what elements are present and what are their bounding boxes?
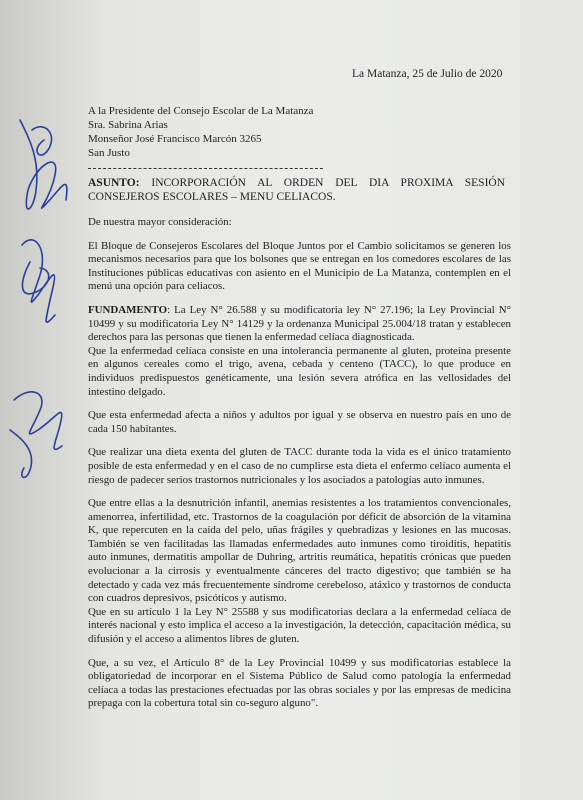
paragraph-fundamento (88, 304, 511, 345)
addressee-title: A la Presidente del Consejo Escolar de La Matanza (88, 105, 314, 117)
paragraph-prevalence: Que esta enfermedad afecta a niños y adultos por igual y se observa en nuestro país en uno de cada 150 habitantes. (88, 409, 511, 435)
dashed-divider (88, 168, 323, 169)
greeting: De nuestra mayor consideración: (88, 216, 232, 228)
paragraph-complications: Que entre ellas a la desnutrición infantil, anemias resistentes a los tratamientos convencionales, amenorrea, infertilidad, etc. Trastornos de la coagulación por déficit de absorción de la vitamina K, que repercuten en la caída del pelo, uñas frágiles y quebradizas y lesiones en las mucosas. También se ven facilitadas las llamadas enfermedades auto inmunes como tiroiditis, hepatitis auto inmunes, dermatitis ampollar de Duhring, artritis reumática, hepatitis crónicas que pueden evolucionar a la cirrosis y eventualmente cánceres del tracto digestivo; que también se ha detectado y cada vez más frecuentemente síndrome cerebeloso, atáxico y trastornos de conducta con cuadros depresivos, psicóticos y autismo. (88, 497, 511, 605)
paragraph-celiac-definition: Que la enfermedad celíaca consiste en una intolerancia permanente al gluten, proteína presente en algunos cereales como el trigo, avena, cebada y centeno (TACC), lo que produce en individuos predispuestos genéticamente, una lesión severa atrófica en las vellosidades del intestino delgado. (88, 344, 511, 398)
signature-stroke-top (20, 120, 67, 209)
paragraph-national-law: Que en su artículo 1 la Ley N° 25588 y sus modificatorias declara a la enfermedad celíaca de interés nacional y esto implica el acceso a la investigación, la detección, capacitación médica, su difusión y el acceso a alimentos libres de gluten. (88, 605, 511, 646)
letter-body (88, 216, 511, 711)
signature-stroke-middle-loop (22, 262, 48, 294)
addressee-block (88, 104, 313, 160)
paragraph-request: El Bloque de Consejeros Escolares del Bloque Juntos por el Cambio solicitamos se generen los mecanismos necesarios para que los bolsones que se entregan en los comedores escolares de las Instituciones públicas educativas con asiento en el Municipio de La Matanza, contemplen en el menú una opción para celiacos. (88, 239, 511, 293)
addressee-address: Monseñor José Francisco Marcón 3265 (88, 133, 262, 145)
letter-date: La Matanza, 25 de Julio de 2020 (352, 68, 503, 80)
subject-line (88, 176, 505, 204)
addressee-city: San Justo (88, 147, 130, 159)
addressee-name: Sra. Sabrina Arias (88, 119, 168, 131)
fundamento-label: FUNDAMENTO (88, 303, 168, 316)
paragraph-treatment: Que realizar una dieta exenta del gluten de TACC durante toda la vida es el único tratamiento posible de esta enfermedad y en el caso de no cumplirse esta dieta el enfermo celíaco aumenta el riesgo de padecer serios trastornos nutricionales y los asociados a patologías auto inmunes. (88, 446, 511, 486)
signature-stroke-middle (22, 240, 55, 322)
paragraph-provincial-law: Que, a su vez, el Artículo 8° de la Ley Provincial 10499 y sus modificatorias establece la obligatoriedad de incorporar en el Sistema Público de Salud como patología la enfermedad celíaca a todas las prestaciones efectuadas por las obras sociales y por las empresas de medicina prepaga con la cobertura total sin co-seguro alguno". (88, 656, 511, 710)
signature-stroke-bottom-tail (10, 430, 32, 477)
subject-label: ASUNTO: (88, 177, 140, 189)
signature-stroke-top-loop (32, 127, 52, 155)
subject-text: INCORPORACIÓN AL ORDEN DEL DIA PROXIMA SESIÓN CONSEJEROS ESCOLARES – MENU CELIACOS. (88, 177, 506, 203)
signature-stroke-bottom (14, 392, 62, 450)
fundamento-text: : La Ley N° 26.588 y su modificatoria ley N° 27.196; la Ley Provincial N° 10499 y su modificatoria Ley N° 14129 y la ordenanza Municipal 25.004/18 tratan y establecen derechos para las personas que tienen la enfermedad celíaca diagnosticada. (88, 303, 511, 344)
